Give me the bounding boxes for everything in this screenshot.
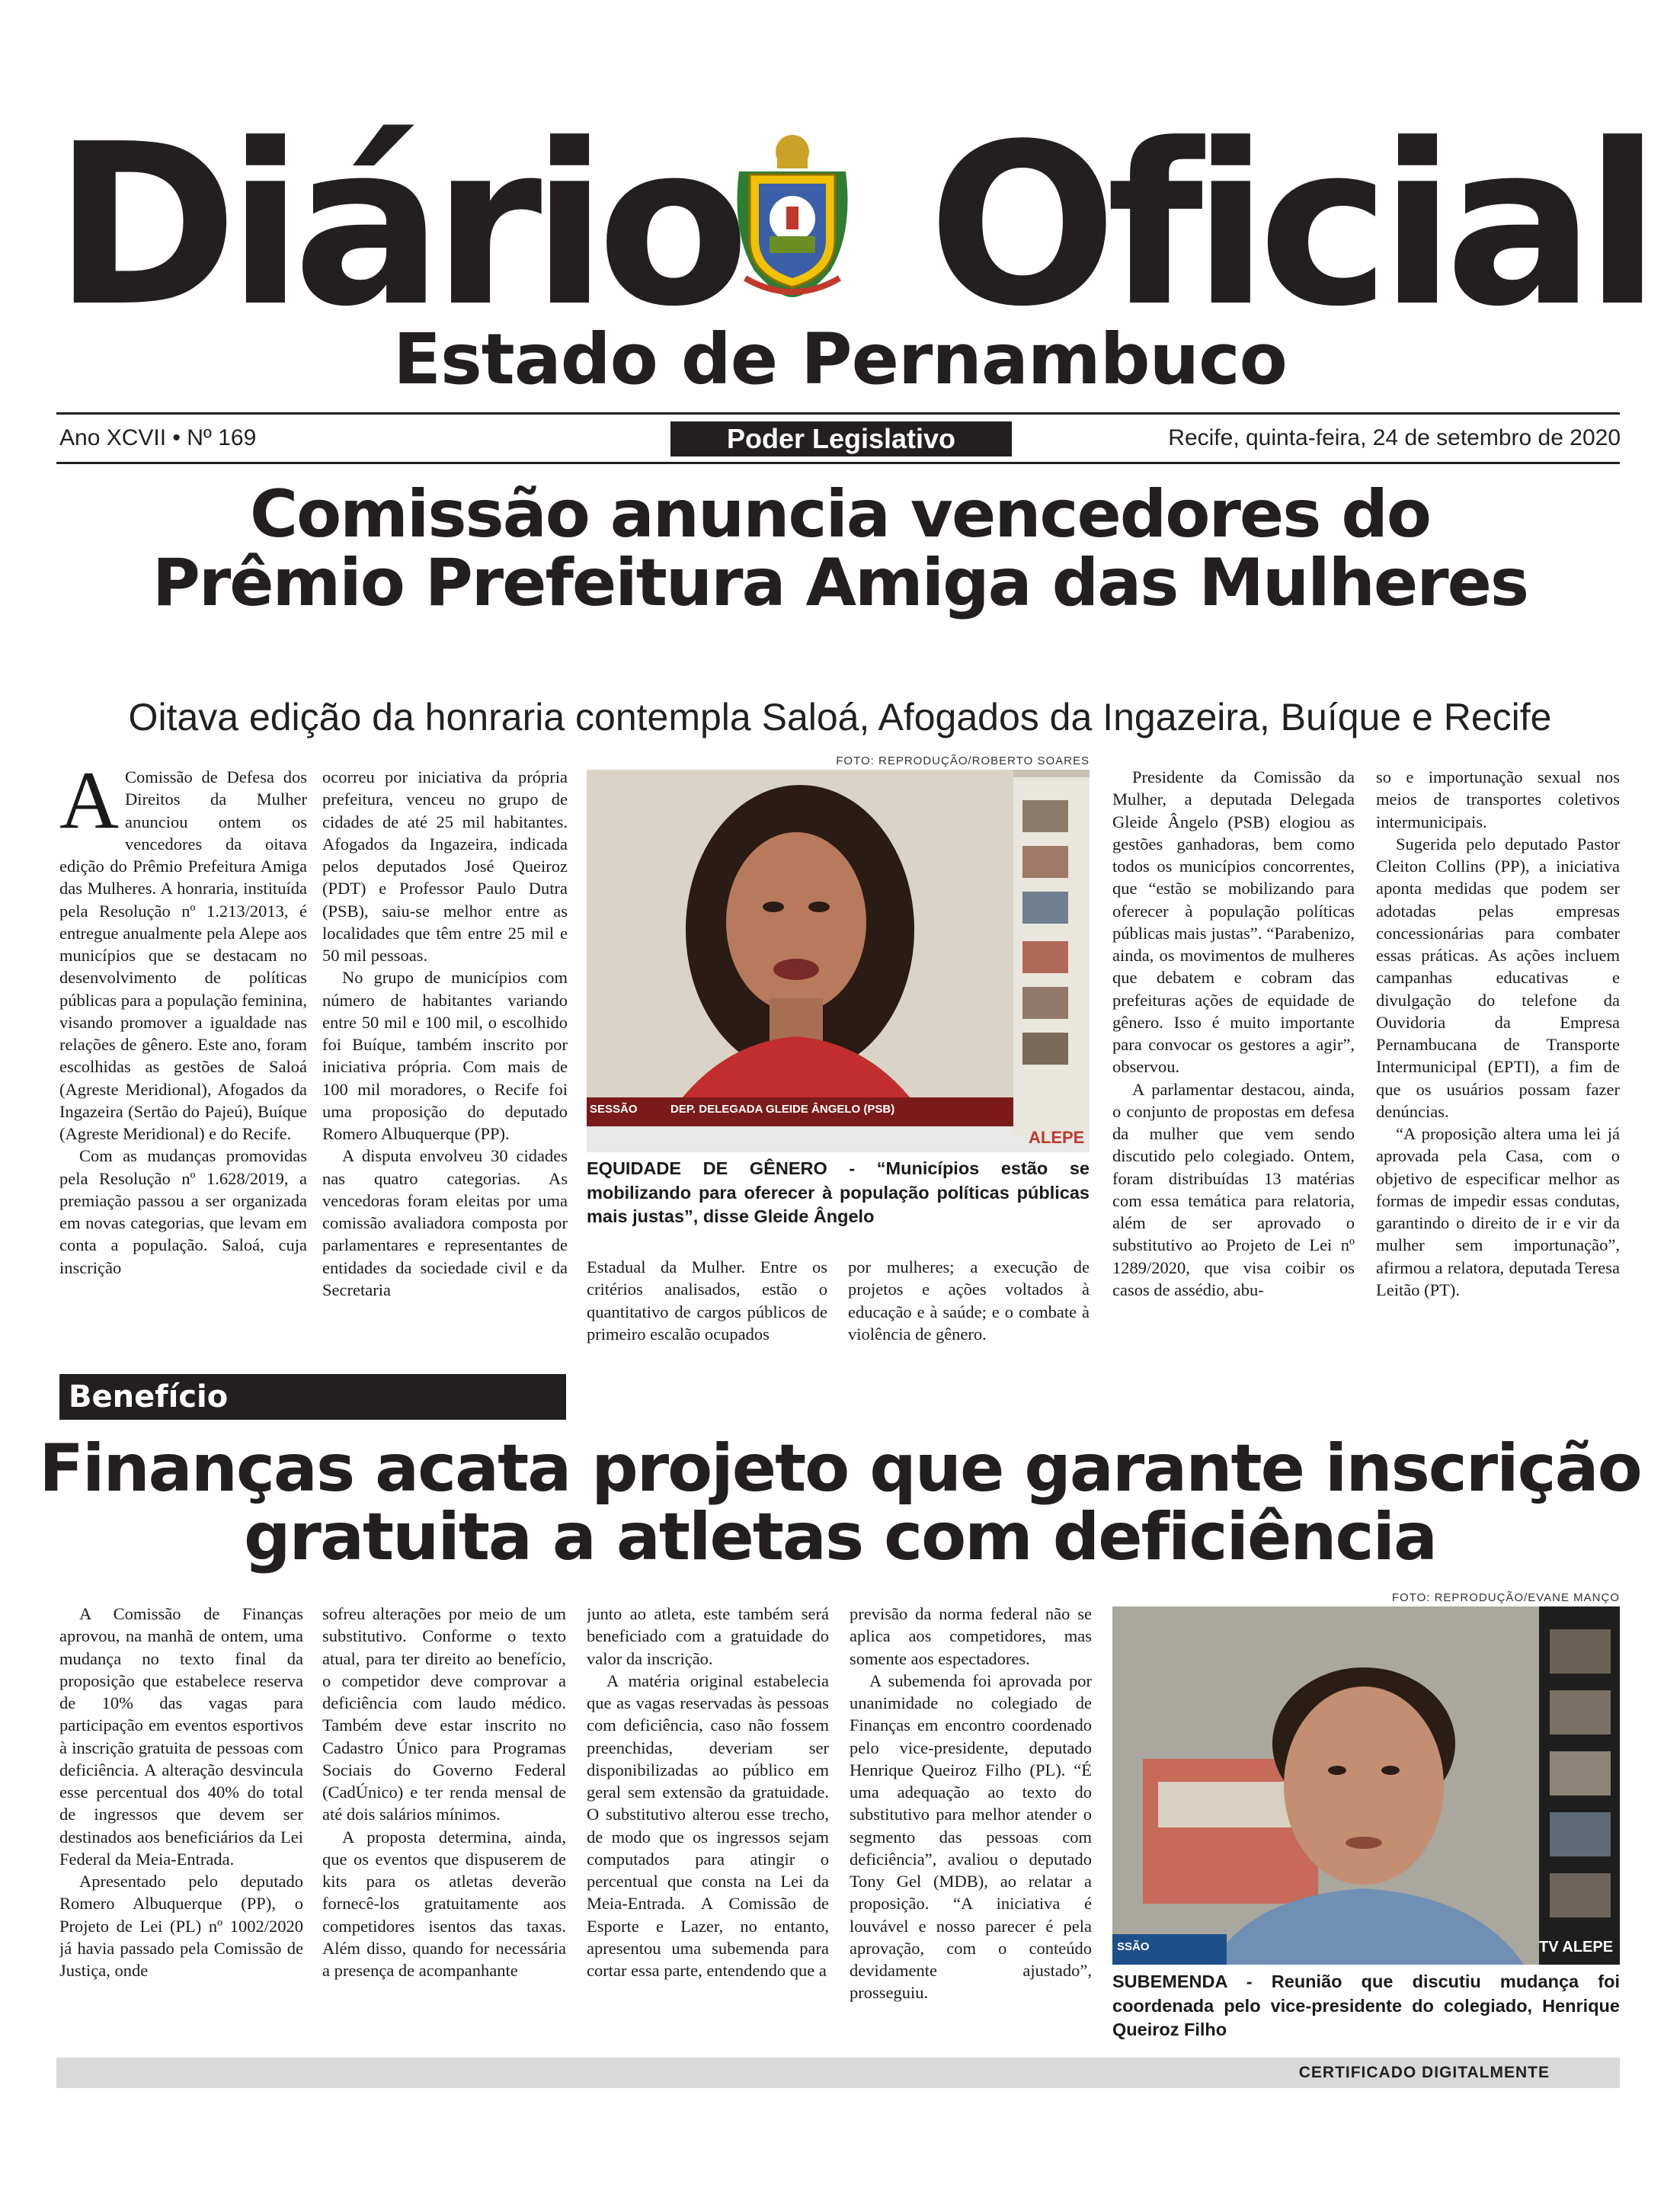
article1-photo bbox=[587, 770, 1090, 1152]
article2-headline-line1: Finanças acata projeto que garante inscrição bbox=[39, 1430, 1641, 1507]
coat-of-arms-icon bbox=[724, 126, 861, 301]
article1-column-5 bbox=[1112, 766, 1355, 1357]
article1-col4-p1: por mulheres; a execução de projetos e ações voltados à educação e à saúde; e o combate à violência de gênero. bbox=[848, 1257, 1090, 1344]
footer-certification: CERTIFICADO DIGITALMENTE bbox=[56, 2058, 1620, 2088]
article1-col6-p3: “A proposição altera uma lei já aprovada pela Casa, com o objetivo de especificar melhor as formas de impedir essas condutas, garantindo o direito de ir e vir da mulher sem importunação”, afirmou a relatora, deputada Teresa Leitão (PT). bbox=[1376, 1124, 1620, 1299]
article1-column-1 bbox=[59, 766, 307, 1357]
article2-col3-p1: junto ao atleta, este também será beneficiado com a gratuidade do valor da inscrição. bbox=[587, 1604, 829, 1668]
article1-col5-p2: A parlamentar destacou, ainda, o conjunto de propostas em defesa da mulher que vem sendo discutido pelo colegiado. Ontem, foram distribuídas 13 matérias com essa temática para relatoria, além de ser aprovado o substitutivo ao Projeto de Lei nº 1289/2020, que visa coibir os casos de assédio, abu- bbox=[1112, 1079, 1355, 1299]
article2-col2-p1: sofreu alterações por meio de um substitutivo. Conforme o texto atual, para ter direito ao benefício, o competidor deve comprovar a deficiência com laudo médico. Também deve estar inscrito no Cadastro Único para Programas Sociais do Governo Federal (CadÚnico) e ter renda mensal de até dois salários mínimos. bbox=[322, 1604, 566, 1824]
article2-column-3 bbox=[587, 1603, 829, 2029]
article1-col5-p1: Presidente da Comissão da Mulher, a deputada Delegada Gleide Ângelo (PSB) elogiou as gestões ganhadoras, bem como todos os municípios concorrentes, que “estão se mobilizando para oferecer à população políticas públicas mais justas”. “Parabenizo, ainda, os movimentos de mulheres que debatem e cobram das prefeituras ações de equidade de gênero. Isso é muito importante para convocar os gestores a agir”, observou. bbox=[1112, 767, 1355, 1077]
article1-dropcap: A bbox=[59, 766, 119, 846]
article1-headline-line1: Comissão anuncia vencedores do bbox=[250, 476, 1430, 553]
article1-photo-lower-third-name: DEP. DELEGADA GLEIDE ÂNGELO (PSB) bbox=[670, 1103, 895, 1116]
article1-col2-p2: No grupo de municípios com número de habitantes variando entre 50 mil e 100 mil, o escolhido foi Buíque, também inscrito por iniciativa própria. Com mais de 100 mil moradores, o Recife foi uma proposição do deputado Romero Albuquerque (PP). bbox=[322, 968, 568, 1143]
article1-col1-p1: Comissão de Defesa dos Direitos da Mulher anunciou ontem os vencedores da oitava edição do Prêmio Prefeitura Amiga das Mulheres. A honraria, instituída pela Resolução nº 1.213/2013, é entregue anualmente pela Alepe aos municípios que se destacam no desenvolvimento de políticas públicas para a população feminina, visando promover a igualdade nas relações de gênero. Este ano, foram escolhidas as gestões de Saloá (Agreste Meridional), Afogados da Ingazeira (Sertão do Pajeú), Buíque (Agreste Meridional) e do Recife. bbox=[59, 767, 307, 1143]
article1-col2-p1: ocorreu por iniciativa da própria prefeitura, venceu no grupo de cidades de até 25 mil habitantes. Afogados da Ingazeira, indicada pelos deputados José Queiroz (PDT) e Professor Paulo Dutra (PSB), saiu-se melhor entre as localidades que têm entre 25 mil e 50 mil pessoas. bbox=[322, 767, 568, 965]
article1-headline bbox=[0, 476, 1680, 622]
article1-photo-credit: FOTO: REPRODUÇÃO/ROBERTO SOARES bbox=[836, 754, 1090, 767]
article1-photo-caption: EQUIDADE DE GÊNERO - “Municípios estão se mobilizando para oferecer à população políticas públicas mais justas”, disse Gleide Ângelo bbox=[587, 1158, 1090, 1227]
article1-column-6 bbox=[1376, 766, 1620, 1357]
masthead-state: Estado de Pernambuco bbox=[393, 319, 1287, 400]
masthead-rule-bottom bbox=[56, 462, 1620, 464]
article2-photo-caption: SUBEMENDA - Reunião que discutiu mudança foi coordenada pelo vice-presidente do colegiado, Henrique Queiroz Filho bbox=[1112, 1972, 1620, 2040]
edition-number: Ano XCVII • Nº 169 bbox=[59, 425, 257, 450]
article2-headline bbox=[0, 1430, 1680, 1576]
article1-deck: Oitava edição da honraria contempla Saloá, Afogados da Ingazeira, Buíque e Recife bbox=[128, 696, 1552, 738]
article1-column-3 bbox=[587, 1256, 827, 1359]
article2-photo-lower-third-left: SSÃO bbox=[1117, 1940, 1150, 1953]
article2-col4-p2: A subemenda foi aprovada por unanimidade no colegiado de Finanças em encontro coordenado pelo vice-presidente, deputado Henrique Queiroz Filho (PL). “É uma adequação ao texto do substitutivo para melhor atender o segmento das pessoas com deficiência”, avaliou o deputado Tony Gel (MDB), ao relatar a proposição. “A iniciativa é louvável e nosso parecer é pela aprovação, com o conteúdo devidamente ajustado”, prosseguiu. bbox=[850, 1670, 1092, 2003]
article2-column-2 bbox=[322, 1603, 566, 2029]
article2-column-1 bbox=[59, 1603, 303, 2029]
article1-col6-p2: Sugerida pelo deputado Pastor Cleiton Collins (PP), a iniciativa aponta medidas que podem ser adotadas pelas empresas concessionárias para combater essas práticas. As ações incluem campanhas educativas e divulgação do telefone da Ouvidoria da Empresa Pernambucana de Transporte Intermunicipal (EPTI), a fim de que os usuários possam fazer denúncias. bbox=[1376, 834, 1620, 1121]
masthead-title-right: Oficial bbox=[928, 96, 1650, 355]
article1-col3-p1: Estadual da Mulher. Entre os critérios analisados, estão o quantitativo de cargos públicos de primeiro escalão ocupados bbox=[587, 1257, 827, 1344]
article1-column-4 bbox=[848, 1256, 1090, 1359]
article1-col6-p1: so e importunação sexual nos meios de transportes coletivos intermunicipais. bbox=[1376, 767, 1620, 831]
article2-photo bbox=[1112, 1606, 1620, 1965]
article1-photo-lower-third-left: SESSÃO bbox=[590, 1103, 638, 1116]
article2-photo-tv-logo: TV ALEPE bbox=[1539, 1939, 1614, 1956]
masthead-rule-top bbox=[56, 412, 1620, 415]
section-label: Poder Legislativo bbox=[670, 421, 1012, 456]
article1-column-2 bbox=[322, 766, 568, 1357]
article1-col2-p3: A disputa envolveu 30 cidades nas quatro categorias. As vencedoras foram eleitas por uma comissão avaliadora composta por parlamentares e representantes de entidades da sociedade civil e da Secretaria bbox=[322, 1146, 568, 1299]
article2-col3-p2: A matéria original estabelecia que as vagas reservadas às pessoas com deficiência, caso não fossem preenchidas, deveriam ser disponibilizadas ao público em geral sem extensão da gratuidade. O substitutivo alterou esse trecho, de modo que os ingressos sejam computados para atingir o percentual que consta na Lei da Meia-Entrada. A Comissão de Esporte e Lazer, no entanto, apresentou uma subemenda para cortar essa parte, entendendo que a bbox=[587, 1670, 829, 1980]
article2-col4-p1: previsão da norma federal não se aplica aos competidores, mas somente aos espectadores. bbox=[850, 1604, 1092, 1668]
article2-col2-p2: A proposta determina, ainda, que os eventos que dispuserem de kits para os atletas deverão fornecê-los gratuitamente aos competidores isentos das taxas. Além disso, quando for necessária a presença de acompanhante bbox=[322, 1827, 566, 1980]
article2-photo-credit: FOTO: REPRODUÇÃO/EVANE MANÇO bbox=[1391, 1591, 1620, 1604]
masthead-title-left: Diário bbox=[53, 96, 740, 355]
article1-photo-tv-logo: ALEPE bbox=[1029, 1128, 1085, 1147]
article2-column-4 bbox=[850, 1603, 1092, 2029]
article1-col1-p2: Com as mudanças promovidas pela Resolução nº 1.628/2019, a premiação passou a ser organizada em novas categorias, que levam em conta a população. Saloá, cuja inscrição bbox=[59, 1146, 307, 1277]
article2-headline-line2: gratuita a atletas com deficiência bbox=[244, 1499, 1436, 1576]
article2-col1-p1: A Comissão de Finanças aprovou, na manhã de ontem, uma mudança no texto final da proposição que estabelece reserva de 10% das vagas para participação em eventos esportivos à inscrição gratuita de pessoas com deficiência. A alteração desvincula esse percentual dos 40% do total de ingressos que devem ser destinados aos beneficiários da Lei Federal da Meia-Entrada. bbox=[59, 1604, 303, 1869]
article2-kicker: Benefício bbox=[59, 1374, 566, 1420]
dateline: Recife, quinta-feira, 24 de setembro de 2020 bbox=[1168, 425, 1621, 450]
article1-headline-line2: Prêmio Prefeitura Amiga das Mulheres bbox=[152, 545, 1528, 622]
article2-col1-p2: Apresentado pelo deputado Romero Albuquerque (PP), o Projeto de Lei (PL) nº 1002/2020 já havia passado pela Comissão de Justiça, onde bbox=[59, 1872, 303, 1980]
